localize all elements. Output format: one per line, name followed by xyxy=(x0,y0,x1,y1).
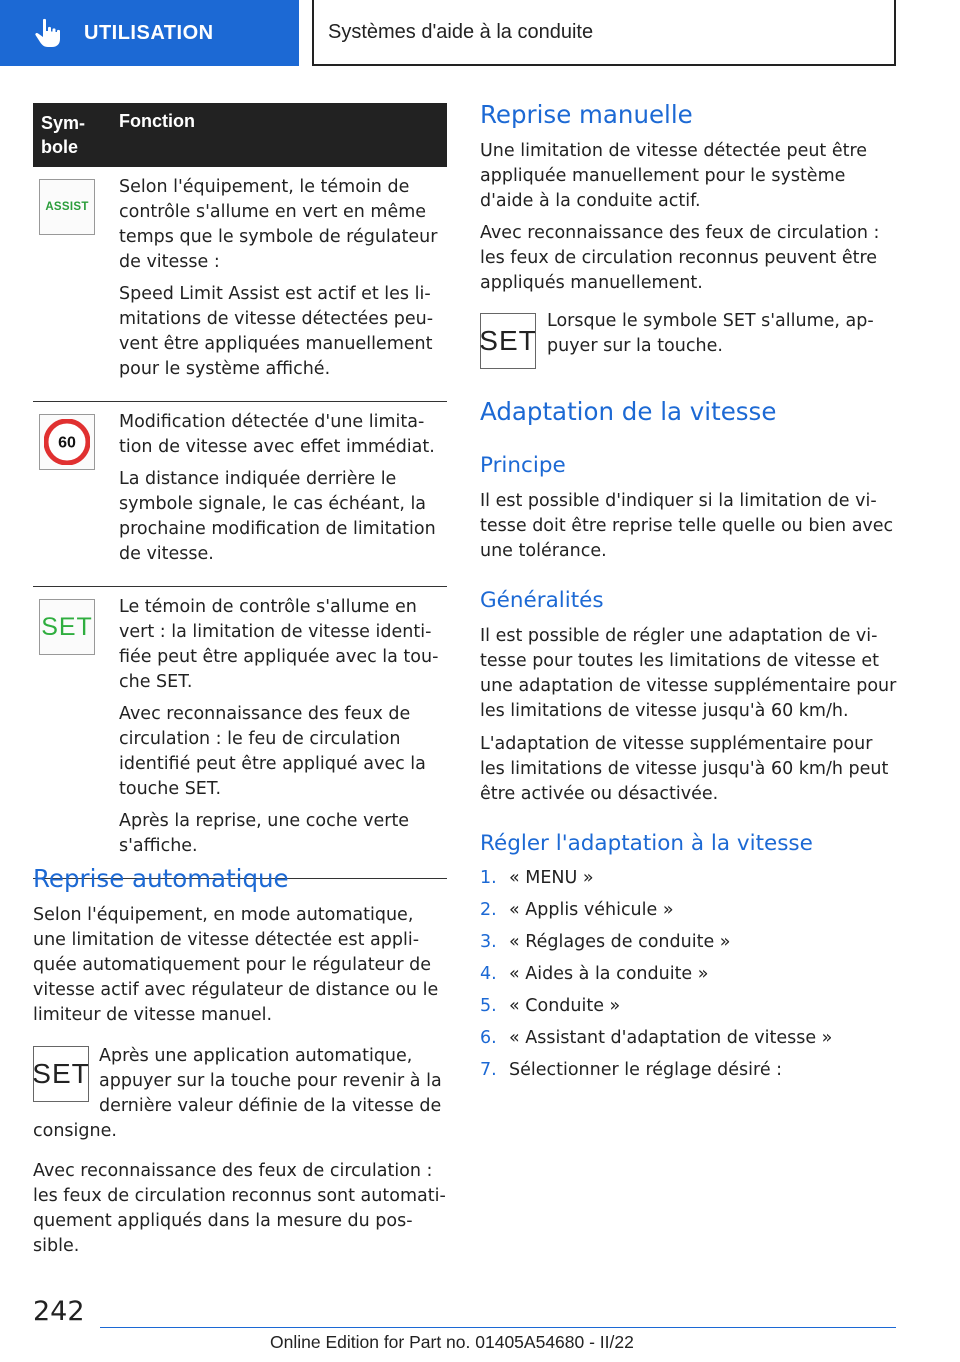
function-text: Modification détectée d'une limitation de vitesse avec effet immédiat. xyxy=(119,412,435,457)
table-row xyxy=(33,587,447,879)
function-text: Speed Limit Assist est actif et les limitations de vitesse détectées peuvent être appliquées manuellement pour le système affiché. xyxy=(119,284,434,379)
function-text: Après la reprise, une coche verte s'affiche. xyxy=(119,811,410,856)
symbol-cell xyxy=(33,410,119,574)
auto-set-block xyxy=(33,1044,447,1144)
assist-icon: ASSIST xyxy=(39,179,95,235)
list-item: 5. « Conduite » xyxy=(480,996,621,1016)
adapt-section-title: Adaptation de la vitesse xyxy=(480,397,777,426)
symbol-cell xyxy=(33,595,119,866)
function-text: Le témoin de contrôle s'allume en vert : la limitation de vitesse identifiée peut être appliquée avec la touche SET. xyxy=(119,597,439,692)
list-item: 2. « Applis véhicule » xyxy=(480,900,674,920)
set-button-icon: SET xyxy=(480,313,536,369)
table-header xyxy=(33,103,447,167)
speed-limit-value: 60 xyxy=(58,434,76,452)
header-section-label: UTILISATION xyxy=(84,21,214,44)
list-item: 6. « Assistant d'adaptation de vitesse » xyxy=(480,1028,833,1048)
function-cell xyxy=(119,410,447,574)
auto-section-title: Reprise automatique xyxy=(33,864,289,893)
speed-limit-sign-icon xyxy=(39,414,95,470)
function-cell xyxy=(119,595,447,866)
hand-pointer-icon xyxy=(26,11,70,55)
header-section-tab[interactable] xyxy=(0,0,299,66)
set-button-icon: SET xyxy=(33,1046,89,1102)
symbol-table xyxy=(33,103,447,879)
function-text: La distance indiquée derrière le symbole signale, le cas échéant, la prochaine modification de limitation de vitesse. xyxy=(119,469,436,564)
manual-paragraph-1: Une limitation de vitesse détectée peut être appliquée manuellement pour le système d'aide à la conduite actif. xyxy=(480,141,868,211)
col-symbol-header: Sym- bole xyxy=(41,113,86,157)
edition-note: Online Edition for Part no. 01405A54680 - II/22 xyxy=(270,1332,634,1352)
function-cell xyxy=(119,175,447,389)
function-text: Avec reconnaissance des feux de circulation : le feu de circulation identifié peut être appliqué avec la touche SET. xyxy=(119,704,426,799)
settings-steps xyxy=(480,866,894,1090)
principe-paragraph: Il est possible d'indiquer si la limitation de vitesse doit être reprise telle quelle ou bien avec une tolérance. xyxy=(480,491,894,561)
symbol-cell xyxy=(33,175,119,389)
auto-paragraph-3: Avec reconnaissance des feux de circulation : les feux de circulation reconnus sont automatiquement appliqués dans la mesure du possible. xyxy=(33,1161,446,1256)
footer-divider xyxy=(100,1327,896,1328)
table-row xyxy=(33,167,447,402)
header-chapter-label: Systèmes d'aide à la conduite xyxy=(328,20,594,43)
set-green-icon: SET xyxy=(39,599,95,655)
header-chapter xyxy=(312,0,896,66)
settings-title: Régler l'adaptation à la vitesse xyxy=(480,831,813,856)
manual-paragraph-3: Lorsque le symbole SET s'allume, appuyer sur la touche. xyxy=(547,311,874,356)
auto-paragraph-1: Selon l'équipement, en mode automatique, une limitation de vitesse détectée est appliquée automatiquement pour le régulateur de vitesse actif avec régulateur de distance ou le limiteur de vitesse manuel. xyxy=(33,905,439,1025)
list-item: 4. « Aides à la conduite » xyxy=(480,964,709,984)
generalites-paragraph-1: Il est possible de régler une adaptation de vitesse pour toutes les limitations de vitesse et une adaptation de vitesse supplémentaire pour les limitations de vitesse jusqu'à 60 km/h. xyxy=(480,626,897,721)
page-number: 242 xyxy=(33,1296,85,1327)
function-text: Selon l'équipement, le témoin de contrôle s'allume en vert en même temps que le symbole de régulateur de vitesse : xyxy=(119,177,438,272)
manual-paragraph-2: Avec reconnaissance des feux de circulation : les feux de circulation reconnus peuvent être appliqués manuellement. xyxy=(480,223,880,293)
principe-title: Principe xyxy=(480,453,566,478)
list-item: 7. Sélectionner le réglage désiré : xyxy=(480,1060,783,1080)
generalites-title: Généralités xyxy=(480,588,604,613)
list-item: 3. « Réglages de conduite » xyxy=(480,932,731,952)
manual-section-title: Reprise manuelle xyxy=(480,100,693,129)
col-function-header: Fonction xyxy=(119,111,195,131)
list-item: 1. « MENU » xyxy=(480,868,594,888)
auto-paragraph-2: Après une application automatique, appuyer sur la touche pour revenir à la dernière valeur définie de la vitesse de consigne. xyxy=(33,1046,442,1141)
table-row xyxy=(33,402,447,587)
generalites-paragraph-2: L'adaptation de vitesse supplémentaire pour les limitations de vitesse jusqu'à 60 km/h peut être activée ou désactivée. xyxy=(480,734,889,804)
